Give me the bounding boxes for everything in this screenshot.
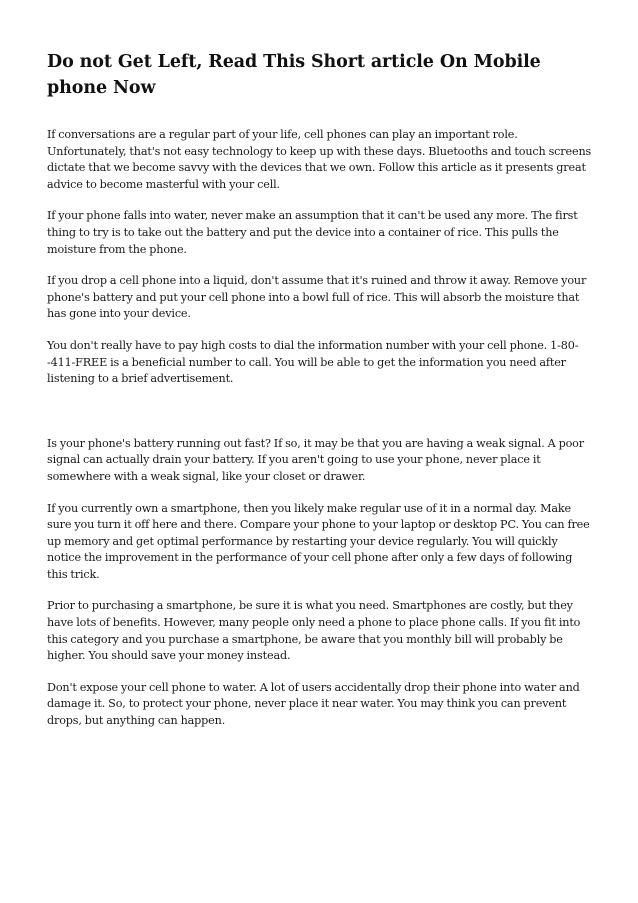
paragraph-water-rice: If your phone falls into water, never make an assumption that it can't be used any more. The first thing to try is to take out the battery and put the device into a container of rice. This pulls the moisture from the phone.: [47, 209, 578, 256]
paragraph-smartphone-restart: If you currently own a smartphone, then you likely make regular use of it in a normal day. Make sure you turn it off here and there. Compare your phone to your laptop or desktop PC. You can free up memory and get optimal performance by restarting your device regularly. You will quickly notice the improvement in the performance of your cell phone after only a few days of following this trick.: [47, 501, 590, 581]
paragraph-water-exposure: Don't expose your cell phone to water. A lot of users accidentally drop their phone into water and damage it. So, to protect your phone, never place it near water. You may think you can prevent drops, but anything can happen.: [47, 680, 580, 728]
article-title: Do not Get Left, Read This Short article On Mobile phone Now: [47, 52, 541, 98]
paragraph-smartphone-purchase: Prior to purchasing a smartphone, be sure it is what you need. Smartphones are costly, but they have lots of benefits. However, many people only need a phone to place phone calls. If you fit into this category and you purchase a smartphone, be aware that you monthly bill will probably be higher. You should save your money instead.: [47, 599, 581, 663]
document-page: [47, 49, 592, 745]
paragraph-liquid-battery: If you drop a cell phone into a liquid, don't assume that it's ruined and throw it away. Remove your phone's battery and put your cell phone into a bowl full of rice. This will absorb the moisture that has gone into your device.: [47, 274, 587, 321]
paragraph-information-number: You don't really have to pay high costs to dial the information number with your cell phone. 1-80--411-FREE is a beneficial number to call. You will be able to get the information you need after listening to a brief advertisement.: [47, 338, 579, 386]
paragraph-intro: If conversations are a regular part of your life, cell phones can play an important role. Unfortunately, that's not easy technology to keep up with these days. Bluetooths and touch screens dictate that we become savvy with the devices that we own. Follow this article as it presents great advice to become masterful with your cell.: [47, 128, 592, 191]
paragraph-battery-signal: Is your phone's battery running out fast? If so, it may be that you are having a weak signal. A poor signal can actually drain your battery. If you aren't going to use your phone, never place it somewhere with a weak signal, like your closet or drawer.: [47, 436, 584, 483]
